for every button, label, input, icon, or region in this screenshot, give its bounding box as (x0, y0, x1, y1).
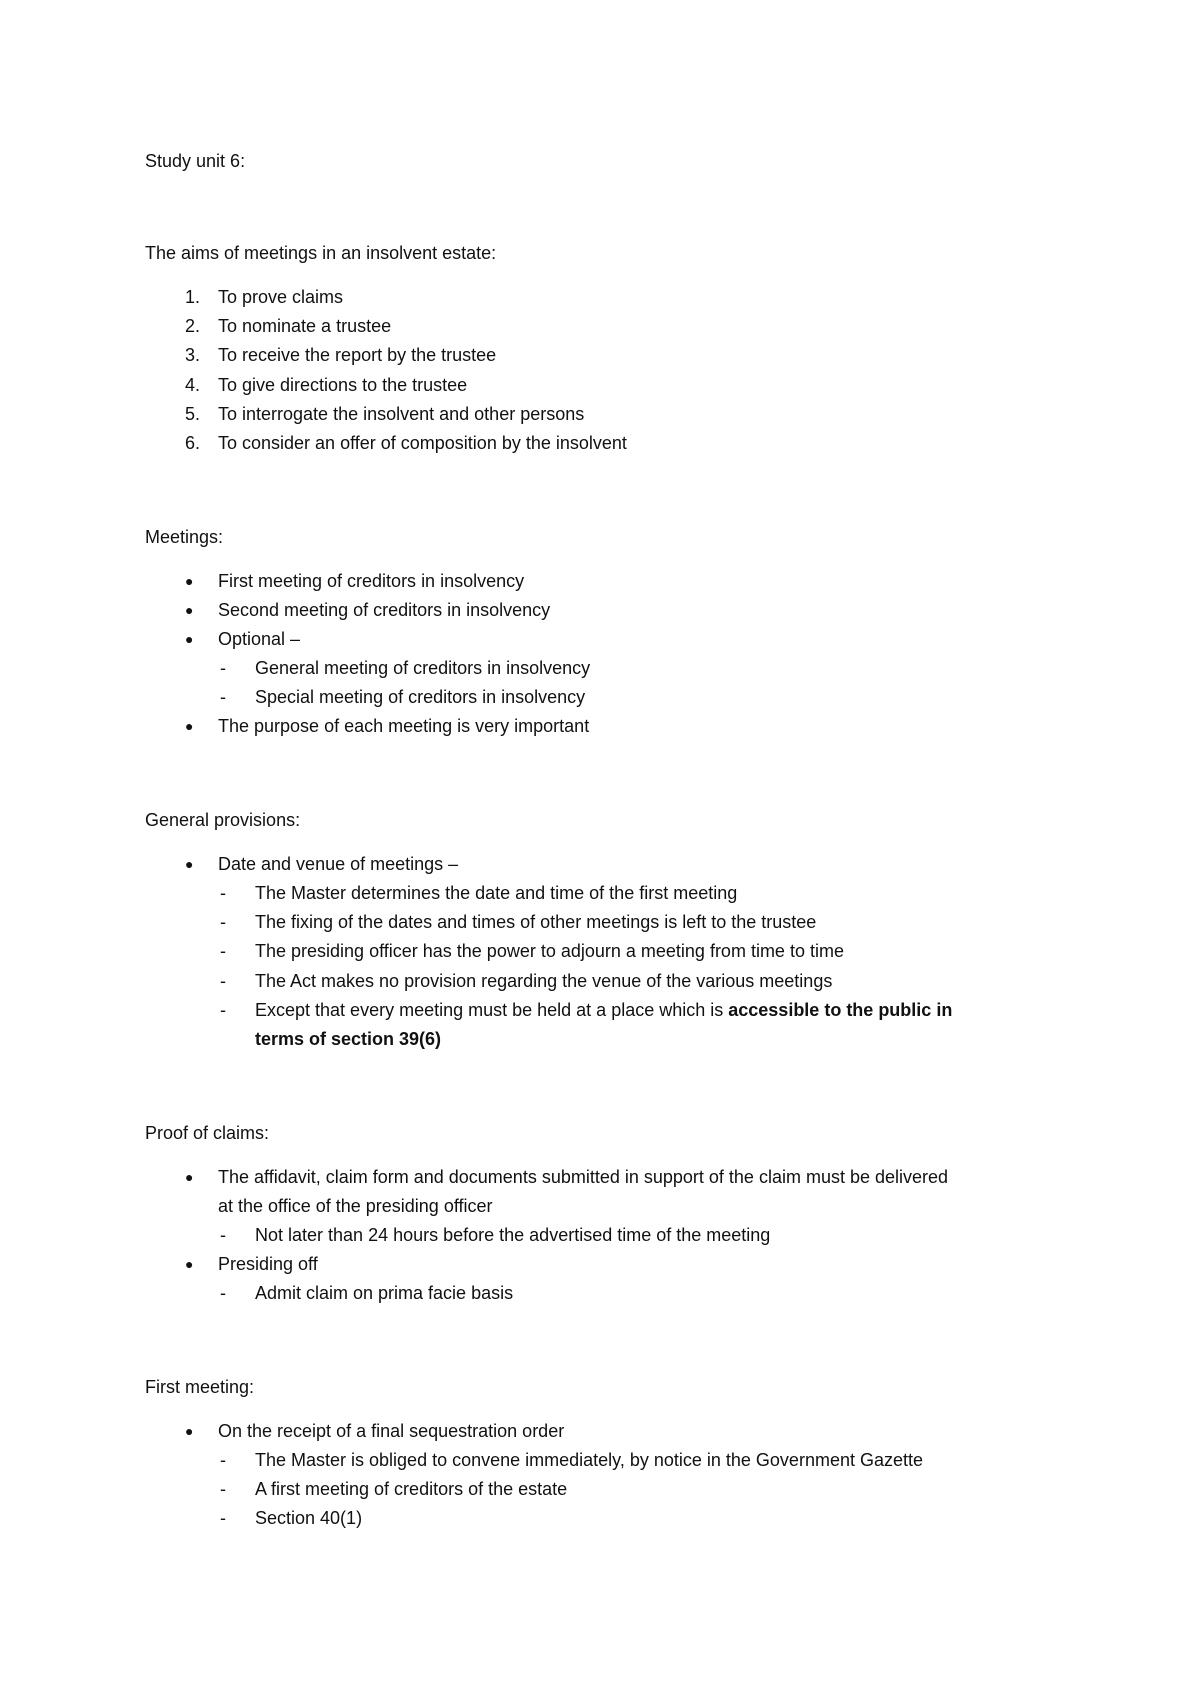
sub-text: The Act makes no provision regarding the venue of the various meetings (255, 971, 833, 991)
bullet-text: Presiding off (218, 1254, 318, 1274)
sub-text: Section 40(1) (255, 1508, 363, 1528)
dash-icon: - (220, 883, 226, 903)
list-text: To give directions to the trustee (218, 375, 468, 395)
list-text: To nominate a trustee (218, 316, 392, 336)
sub-text: A first meeting of creditors of the estate (255, 1479, 568, 1499)
sub-text: The Master determines the date and time of the first meeting (255, 883, 738, 903)
first-meeting-heading: First meeting: (145, 1377, 255, 1397)
bullet-icon: ● (185, 573, 194, 589)
sub-text: Special meeting of creditors in insolvency (255, 687, 586, 707)
list-text: To consider an offer of composition by the insolvent (218, 433, 627, 453)
dash-icon: - (220, 941, 226, 961)
bullet-text: Second meeting of creditors in insolvency (218, 600, 551, 620)
dash-icon: - (220, 1508, 226, 1528)
sub-text: The Master is obliged to convene immediately, by notice in the Government Gazette (255, 1450, 924, 1470)
meetings-heading: Meetings: (145, 527, 224, 547)
list-text: To interrogate the insolvent and other persons (218, 404, 585, 424)
bullet-text: The purpose of each meeting is very important (218, 716, 590, 736)
bullet-icon: ● (185, 602, 194, 618)
bullet-icon: ● (185, 718, 194, 734)
bullet-text: First meeting of creditors in insolvency (218, 571, 525, 591)
page-title: Study unit 6: (145, 151, 246, 171)
bullet-icon: ● (185, 1256, 194, 1272)
sub-text: General meeting of creditors in insolvency (255, 658, 591, 678)
bullet-icon: ● (185, 1423, 194, 1439)
list-number: 3. (184, 345, 200, 365)
dash-icon: - (220, 1479, 226, 1499)
bullet-icon: ● (185, 1169, 194, 1185)
list-number: 4. (184, 375, 200, 395)
dash-icon: - (220, 1450, 226, 1470)
list-number: 1. (184, 287, 200, 307)
bullet-text: at the office of the presiding officer (218, 1196, 493, 1216)
bullet-text: Date and venue of meetings – (218, 854, 459, 874)
bullet-text: The affidavit, claim form and documents submitted in support of the claim must be delivered (218, 1167, 949, 1187)
dash-icon: - (220, 1225, 226, 1245)
bullet-icon: ● (185, 631, 194, 647)
bullet-text: Optional – (218, 629, 301, 649)
aims-heading: The aims of meetings in an insolvent estate: (145, 243, 497, 263)
list-text: To receive the report by the trustee (218, 345, 497, 365)
sub-text-plain: Except that every meeting must be held at a place which is (255, 1000, 729, 1020)
dash-icon: - (220, 912, 226, 932)
dash-icon: - (220, 1283, 226, 1303)
dash-icon: - (220, 687, 226, 707)
general-heading: General provisions: (145, 810, 301, 830)
bullet-icon: ● (185, 856, 194, 872)
dash-icon: - (220, 658, 226, 678)
sub-text-bold: accessible to the public in (728, 1000, 953, 1020)
list-number: 2. (184, 316, 200, 336)
list-number: 6. (184, 433, 200, 453)
list-number: 5. (184, 404, 200, 424)
dash-icon: - (220, 971, 226, 991)
list-text: To prove claims (218, 287, 344, 307)
sub-text: Admit claim on prima facie basis (255, 1283, 514, 1303)
sub-text: The presiding officer has the power to adjourn a meeting from time to time (255, 941, 844, 961)
sub-text: The fixing of the dates and times of other meetings is left to the trustee (255, 912, 817, 932)
bullet-text: On the receipt of a final sequestration order (218, 1421, 565, 1441)
sub-text (255, 999, 952, 1021)
sub-text-bold: terms of section 39(6) (255, 1029, 442, 1049)
dash-icon: - (220, 1000, 226, 1020)
sub-text: Not later than 24 hours before the advertised time of the meeting (255, 1225, 771, 1245)
proof-heading: Proof of claims: (145, 1123, 270, 1143)
